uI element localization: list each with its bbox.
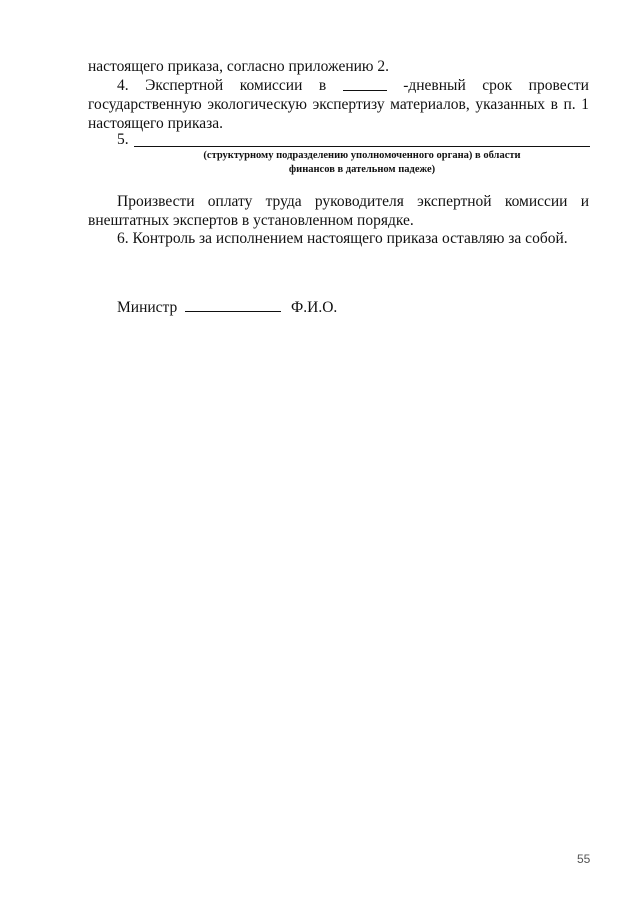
signature-block [117,298,337,317]
item-4-line [117,77,589,95]
word: оплату [207,193,253,210]
caption-line: финансов в дательном падеже) [288,164,436,175]
word: провести [528,77,589,94]
days-blank [343,77,387,91]
word: комиссии [239,77,303,94]
paragraph-line: настоящего приказа, согласно приложению 2. [88,58,389,75]
word: труда [265,193,302,210]
word: в [318,77,327,94]
caption-line: (структурному подразделению уполномоченного органа) в области [203,150,521,161]
word: Экспертной [145,77,224,94]
item-5-line [117,131,129,149]
page-number: 55 [577,852,591,866]
word: экспертной [417,193,492,210]
word: руководителя [314,193,404,210]
signature-name: Ф.И.О. [291,299,338,316]
item-5-caption [134,149,590,177]
payment-line [117,193,589,211]
item-5-blank [134,146,590,147]
paragraph-line: внештатных экспертов в установленном порядке. [88,212,414,229]
signature-title: Министр [117,299,178,316]
word: комиссии [504,193,568,210]
word: -дневный [403,77,466,94]
signature-blank [185,298,281,312]
word: Произвести [117,193,195,210]
word: и [580,193,589,210]
paragraph-line: настоящего приказа. [88,115,224,132]
paragraph-line: государственную экологическую экспертизу материалов, указанных в п. 1 [88,96,589,113]
item-6-line: 6. Контроль за исполнением настоящего приказа оставляю за собой. [117,230,568,247]
item-number: 4. [117,77,129,94]
item-number: 5. [117,131,129,148]
word: срок [482,77,513,94]
